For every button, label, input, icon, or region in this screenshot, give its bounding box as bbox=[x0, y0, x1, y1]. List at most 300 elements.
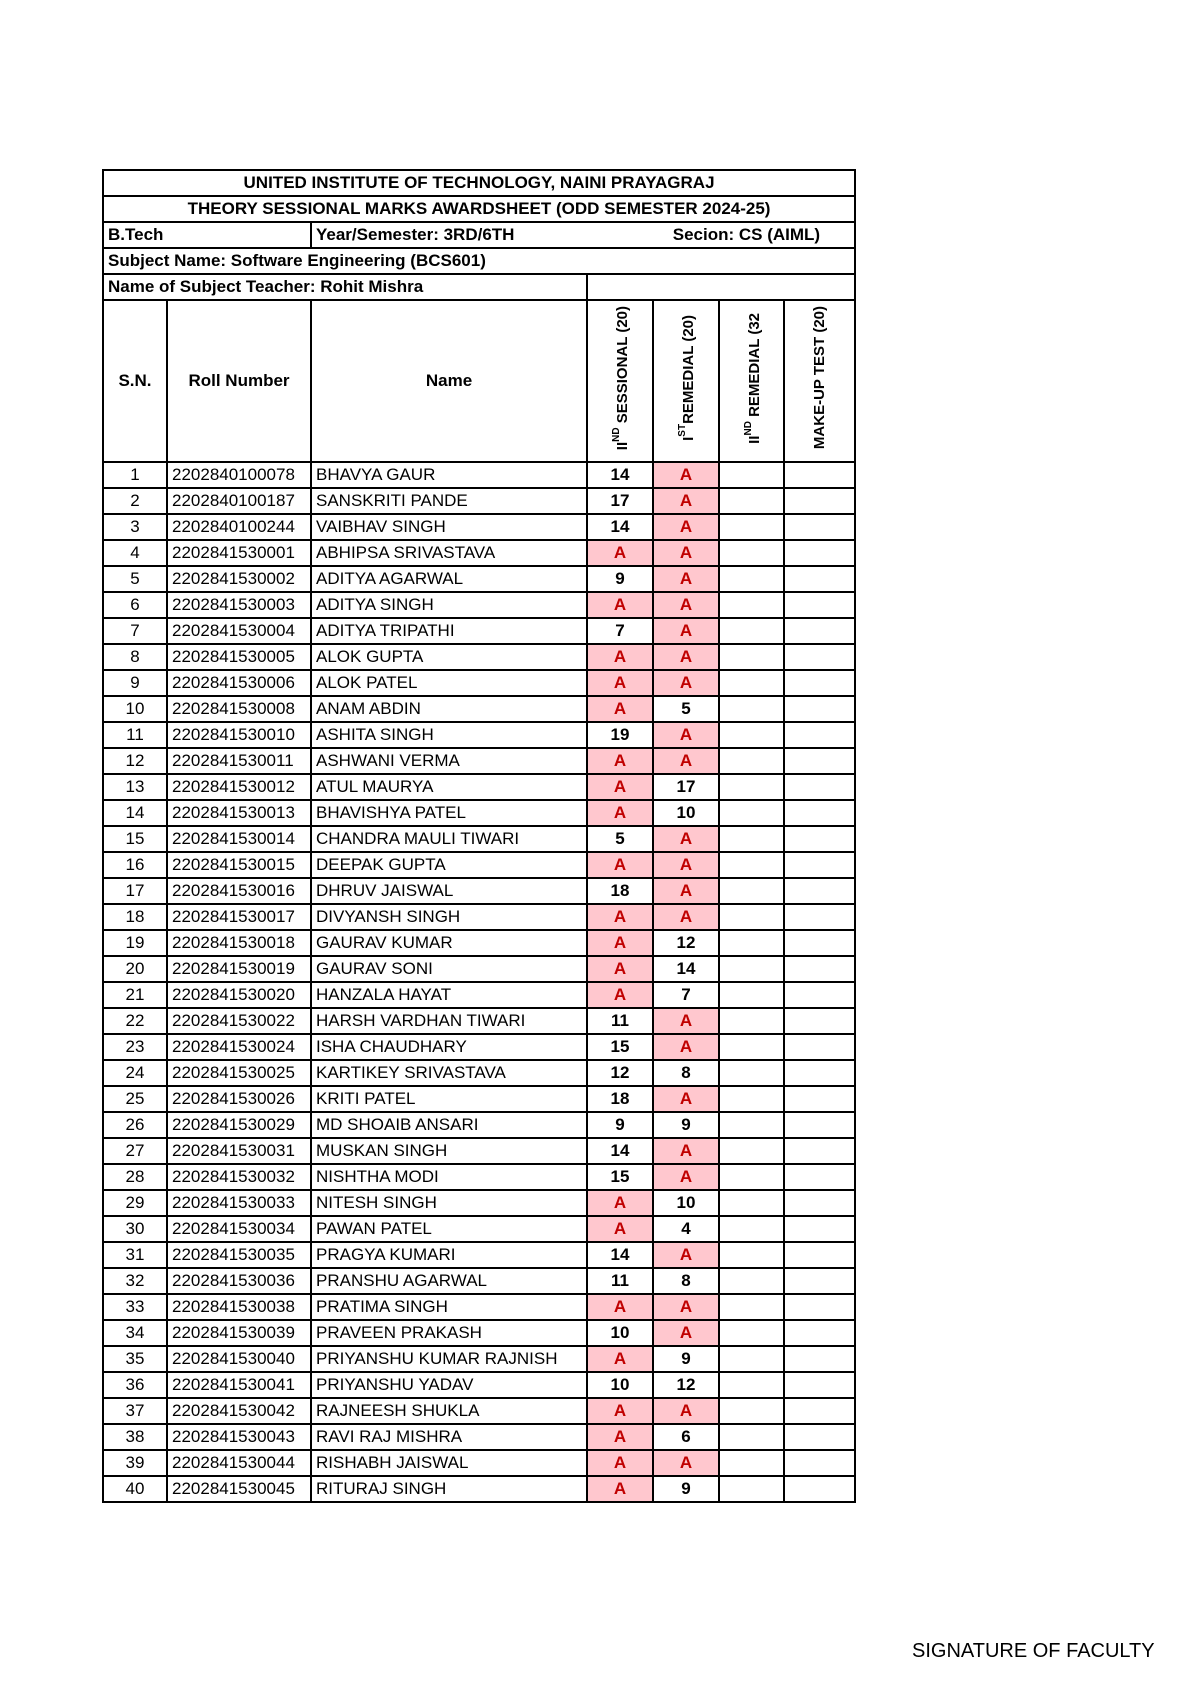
cell-roll-number: 2202841530003 bbox=[167, 592, 311, 618]
cell-sn: 27 bbox=[103, 1138, 167, 1164]
cell-sessional-marks: A bbox=[587, 1450, 653, 1476]
cell-roll-number: 2202840100244 bbox=[167, 514, 311, 540]
cell-sn: 30 bbox=[103, 1216, 167, 1242]
col-remedial1-pre: I bbox=[680, 436, 697, 441]
cell-makeup-marks bbox=[784, 1450, 855, 1476]
cell-remedial2-marks bbox=[719, 696, 784, 722]
table-row bbox=[103, 1450, 855, 1476]
cell-remedial1-marks: 12 bbox=[653, 930, 719, 956]
cell-remedial1-marks: A bbox=[653, 1086, 719, 1112]
cell-sessional-marks: A bbox=[587, 1346, 653, 1372]
cell-makeup-marks bbox=[784, 1476, 855, 1502]
cell-makeup-marks bbox=[784, 1138, 855, 1164]
cell-student-name: ADITYA TRIPATHI bbox=[311, 618, 587, 644]
cell-makeup-marks bbox=[784, 670, 855, 696]
col-sessional-header bbox=[587, 300, 653, 462]
table-row bbox=[103, 1190, 855, 1216]
cell-student-name: BHAVISHYA PATEL bbox=[311, 800, 587, 826]
cell-sessional-marks: 11 bbox=[587, 1008, 653, 1034]
cell-sessional-marks: 14 bbox=[587, 462, 653, 488]
cell-remedial2-marks bbox=[719, 488, 784, 514]
cell-sessional-marks: A bbox=[587, 1216, 653, 1242]
cell-sn: 13 bbox=[103, 774, 167, 800]
table-row bbox=[103, 1034, 855, 1060]
cell-sessional-marks: 18 bbox=[587, 878, 653, 904]
cell-roll-number: 2202841530016 bbox=[167, 878, 311, 904]
cell-makeup-marks bbox=[784, 1320, 855, 1346]
cell-roll-number: 2202841530010 bbox=[167, 722, 311, 748]
cell-sessional-marks: A bbox=[587, 904, 653, 930]
cell-student-name: ANAM ABDIN bbox=[311, 696, 587, 722]
table-row bbox=[103, 1242, 855, 1268]
cell-sessional-marks: A bbox=[587, 1398, 653, 1424]
cell-remedial2-marks bbox=[719, 852, 784, 878]
cell-sessional-marks: A bbox=[587, 852, 653, 878]
cell-roll-number: 2202841530018 bbox=[167, 930, 311, 956]
table-row bbox=[103, 982, 855, 1008]
cell-sn: 40 bbox=[103, 1476, 167, 1502]
cell-sessional-marks: A bbox=[587, 696, 653, 722]
cell-sn: 19 bbox=[103, 930, 167, 956]
subject-row bbox=[103, 248, 855, 274]
col-sessional-sup: ND bbox=[611, 427, 622, 442]
cell-sessional-marks: 12 bbox=[587, 1060, 653, 1086]
table-row bbox=[103, 956, 855, 982]
cell-makeup-marks bbox=[784, 800, 855, 826]
table-row bbox=[103, 1008, 855, 1034]
cell-remedial1-marks: A bbox=[653, 1398, 719, 1424]
cell-sessional-marks: 15 bbox=[587, 1034, 653, 1060]
cell-roll-number: 2202841530008 bbox=[167, 696, 311, 722]
cell-student-name: ABHIPSA SRIVASTAVA bbox=[311, 540, 587, 566]
cell-makeup-marks bbox=[784, 1164, 855, 1190]
table-row bbox=[103, 1268, 855, 1294]
col-remedial1-header bbox=[653, 300, 719, 462]
cell-roll-number: 2202841530042 bbox=[167, 1398, 311, 1424]
cell-remedial2-marks bbox=[719, 1034, 784, 1060]
cell-remedial2-marks bbox=[719, 1372, 784, 1398]
cell-student-name: ASHWANI VERMA bbox=[311, 748, 587, 774]
cell-sessional-marks: A bbox=[587, 956, 653, 982]
cell-sessional-marks: 17 bbox=[587, 488, 653, 514]
table-row bbox=[103, 488, 855, 514]
sheet-title-row bbox=[103, 196, 855, 222]
cell-sessional-marks: 5 bbox=[587, 826, 653, 852]
cell-sn: 37 bbox=[103, 1398, 167, 1424]
cell-student-name: ISHA CHAUDHARY bbox=[311, 1034, 587, 1060]
table-row bbox=[103, 1372, 855, 1398]
cell-sn: 21 bbox=[103, 982, 167, 1008]
table-row bbox=[103, 800, 855, 826]
cell-remedial1-marks: 9 bbox=[653, 1112, 719, 1138]
cell-sessional-marks: 7 bbox=[587, 618, 653, 644]
sheet-title: THEORY SESSIONAL MARKS AWARDSHEET (ODD SEMESTER 2024-25) bbox=[103, 196, 855, 222]
cell-sn: 35 bbox=[103, 1346, 167, 1372]
cell-roll-number: 2202841530032 bbox=[167, 1164, 311, 1190]
cell-remedial2-marks bbox=[719, 930, 784, 956]
table-row bbox=[103, 930, 855, 956]
cell-sn: 15 bbox=[103, 826, 167, 852]
table-row bbox=[103, 1398, 855, 1424]
cell-student-name: ALOK GUPTA bbox=[311, 644, 587, 670]
cell-sn: 8 bbox=[103, 644, 167, 670]
table-row bbox=[103, 774, 855, 800]
table-row bbox=[103, 1138, 855, 1164]
cell-roll-number: 2202841530025 bbox=[167, 1060, 311, 1086]
cell-remedial1-marks: A bbox=[653, 1242, 719, 1268]
cell-sn: 3 bbox=[103, 514, 167, 540]
cell-student-name: HARSH VARDHAN TIWARI bbox=[311, 1008, 587, 1034]
col-remedial2-sup: ND bbox=[742, 420, 754, 436]
col-remedial1-sup: ST bbox=[677, 423, 688, 437]
cell-remedial2-marks bbox=[719, 1060, 784, 1086]
cell-sn: 39 bbox=[103, 1450, 167, 1476]
cell-remedial2-marks bbox=[719, 1476, 784, 1502]
cell-roll-number: 2202841530006 bbox=[167, 670, 311, 696]
cell-remedial2-marks bbox=[719, 514, 784, 540]
cell-makeup-marks bbox=[784, 1242, 855, 1268]
cell-student-name: ALOK PATEL bbox=[311, 670, 587, 696]
cell-student-name: DEEPAK GUPTA bbox=[311, 852, 587, 878]
cell-remedial2-marks bbox=[719, 1346, 784, 1372]
col-name-header: Name bbox=[311, 300, 587, 462]
cell-student-name: DHRUV JAISWAL bbox=[311, 878, 587, 904]
cell-sn: 1 bbox=[103, 462, 167, 488]
table-row bbox=[103, 644, 855, 670]
subject-name: Subject Name: Software Engineering (BCS601) bbox=[103, 248, 855, 274]
cell-remedial2-marks bbox=[719, 1216, 784, 1242]
cell-sessional-marks: 10 bbox=[587, 1372, 653, 1398]
year-semester: Year/Semester: 3RD/6TH bbox=[316, 225, 515, 244]
cell-remedial1-marks: 9 bbox=[653, 1346, 719, 1372]
cell-roll-number: 2202841530012 bbox=[167, 774, 311, 800]
cell-remedial1-marks: 12 bbox=[653, 1372, 719, 1398]
cell-sn: 25 bbox=[103, 1086, 167, 1112]
cell-remedial2-marks bbox=[719, 722, 784, 748]
table-row bbox=[103, 1320, 855, 1346]
table-row bbox=[103, 1424, 855, 1450]
cell-remedial2-marks bbox=[719, 748, 784, 774]
cell-student-name: DIVYANSH SINGH bbox=[311, 904, 587, 930]
cell-sn: 12 bbox=[103, 748, 167, 774]
table-row bbox=[103, 696, 855, 722]
cell-remedial2-marks bbox=[719, 1190, 784, 1216]
cell-remedial2-marks bbox=[719, 644, 784, 670]
cell-makeup-marks bbox=[784, 1424, 855, 1450]
cell-roll-number: 2202841530013 bbox=[167, 800, 311, 826]
cell-makeup-marks bbox=[784, 1008, 855, 1034]
cell-sessional-marks: 18 bbox=[587, 1086, 653, 1112]
cell-remedial2-marks bbox=[719, 1320, 784, 1346]
cell-sn: 22 bbox=[103, 1008, 167, 1034]
teacher-name: Name of Subject Teacher: Rohit Mishra bbox=[103, 274, 587, 300]
cell-student-name: RAVI RAJ MISHRA bbox=[311, 1424, 587, 1450]
cell-sessional-marks: 15 bbox=[587, 1164, 653, 1190]
institute-row bbox=[103, 170, 855, 196]
cell-makeup-marks bbox=[784, 826, 855, 852]
cell-student-name: CHANDRA MAULI TIWARI bbox=[311, 826, 587, 852]
col-remedial2-header bbox=[719, 300, 784, 462]
cell-makeup-marks bbox=[784, 644, 855, 670]
table-row bbox=[103, 1294, 855, 1320]
cell-roll-number: 2202841530022 bbox=[167, 1008, 311, 1034]
cell-remedial2-marks bbox=[719, 826, 784, 852]
cell-remedial1-marks: 7 bbox=[653, 982, 719, 1008]
cell-makeup-marks bbox=[784, 462, 855, 488]
cell-sessional-marks: A bbox=[587, 670, 653, 696]
table-row bbox=[103, 722, 855, 748]
cell-student-name: PRATIMA SINGH bbox=[311, 1294, 587, 1320]
cell-remedial2-marks bbox=[719, 1450, 784, 1476]
cell-makeup-marks bbox=[784, 1294, 855, 1320]
cell-roll-number: 2202841530043 bbox=[167, 1424, 311, 1450]
table-row bbox=[103, 1060, 855, 1086]
cell-makeup-marks bbox=[784, 1034, 855, 1060]
table-row bbox=[103, 878, 855, 904]
cell-student-name: GAURAV SONI bbox=[311, 956, 587, 982]
year-section-cell bbox=[311, 222, 855, 248]
cell-remedial1-marks: A bbox=[653, 878, 719, 904]
cell-sessional-marks: A bbox=[587, 774, 653, 800]
cell-sn: 17 bbox=[103, 878, 167, 904]
cell-makeup-marks bbox=[784, 1112, 855, 1138]
cell-remedial1-marks: A bbox=[653, 670, 719, 696]
cell-sn: 34 bbox=[103, 1320, 167, 1346]
cell-roll-number: 2202841530002 bbox=[167, 566, 311, 592]
cell-sessional-marks: 14 bbox=[587, 1242, 653, 1268]
table-row bbox=[103, 852, 855, 878]
table-row bbox=[103, 1476, 855, 1502]
cell-student-name: PRAGYA KUMARI bbox=[311, 1242, 587, 1268]
cell-sessional-marks: 9 bbox=[587, 1112, 653, 1138]
cell-student-name: SANSKRITI PANDE bbox=[311, 488, 587, 514]
cell-student-name: PRANSHU AGARWAL bbox=[311, 1268, 587, 1294]
cell-sn: 23 bbox=[103, 1034, 167, 1060]
cell-sessional-marks: A bbox=[587, 748, 653, 774]
cell-makeup-marks bbox=[784, 696, 855, 722]
cell-makeup-marks bbox=[784, 852, 855, 878]
cell-remedial1-marks: A bbox=[653, 566, 719, 592]
col-remedial2-post: REMEDIAL (32 bbox=[745, 312, 763, 421]
cell-sessional-marks: A bbox=[587, 540, 653, 566]
cell-makeup-marks bbox=[784, 1372, 855, 1398]
cell-makeup-marks bbox=[784, 956, 855, 982]
cell-remedial1-marks: A bbox=[653, 592, 719, 618]
col-makeup-header bbox=[784, 300, 855, 462]
cell-roll-number: 2202840100187 bbox=[167, 488, 311, 514]
cell-roll-number: 2202841530029 bbox=[167, 1112, 311, 1138]
cell-makeup-marks bbox=[784, 488, 855, 514]
cell-remedial1-marks: A bbox=[653, 826, 719, 852]
cell-remedial1-marks: A bbox=[653, 722, 719, 748]
cell-sn: 36 bbox=[103, 1372, 167, 1398]
cell-roll-number: 2202841530033 bbox=[167, 1190, 311, 1216]
table-row bbox=[103, 1086, 855, 1112]
column-header-row bbox=[103, 300, 855, 462]
cell-remedial1-marks: 9 bbox=[653, 1476, 719, 1502]
table-row bbox=[103, 514, 855, 540]
cell-student-name: RITURAJ SINGH bbox=[311, 1476, 587, 1502]
cell-sessional-marks: A bbox=[587, 1190, 653, 1216]
cell-makeup-marks bbox=[784, 1060, 855, 1086]
cell-roll-number: 2202841530015 bbox=[167, 852, 311, 878]
cell-student-name: PRIYANSHU KUMAR RAJNISH bbox=[311, 1346, 587, 1372]
cell-remedial1-marks: A bbox=[653, 1164, 719, 1190]
cell-remedial2-marks bbox=[719, 618, 784, 644]
col-sn-header: S.N. bbox=[103, 300, 167, 462]
col-remedial2-pre: II bbox=[745, 435, 763, 444]
cell-sessional-marks: 9 bbox=[587, 566, 653, 592]
cell-roll-number: 2202841530040 bbox=[167, 1346, 311, 1372]
marks-table bbox=[102, 169, 856, 1503]
cell-roll-number: 2202841530044 bbox=[167, 1450, 311, 1476]
cell-sn: 14 bbox=[103, 800, 167, 826]
cell-sn: 26 bbox=[103, 1112, 167, 1138]
cell-remedial2-marks bbox=[719, 592, 784, 618]
cell-remedial2-marks bbox=[719, 878, 784, 904]
table-row bbox=[103, 1346, 855, 1372]
cell-student-name: GAURAV KUMAR bbox=[311, 930, 587, 956]
cell-sn: 31 bbox=[103, 1242, 167, 1268]
cell-sessional-marks: A bbox=[587, 644, 653, 670]
institute-title: UNITED INSTITUTE OF TECHNOLOGY, NAINI PRAYAGRAJ bbox=[103, 170, 855, 196]
cell-student-name: ATUL MAURYA bbox=[311, 774, 587, 800]
program-label: B.Tech bbox=[103, 222, 311, 248]
cell-makeup-marks bbox=[784, 1216, 855, 1242]
cell-remedial1-marks: 4 bbox=[653, 1216, 719, 1242]
cell-sessional-marks: 14 bbox=[587, 514, 653, 540]
cell-remedial1-marks: 10 bbox=[653, 800, 719, 826]
cell-remedial2-marks bbox=[719, 1112, 784, 1138]
cell-roll-number: 2202840100078 bbox=[167, 462, 311, 488]
cell-student-name: PRIYANSHU YADAV bbox=[311, 1372, 587, 1398]
cell-remedial2-marks bbox=[719, 1268, 784, 1294]
table-row bbox=[103, 592, 855, 618]
cell-remedial1-marks: A bbox=[653, 1034, 719, 1060]
cell-remedial2-marks bbox=[719, 1294, 784, 1320]
cell-remedial2-marks bbox=[719, 1242, 784, 1268]
cell-makeup-marks bbox=[784, 1086, 855, 1112]
cell-sessional-marks: 10 bbox=[587, 1320, 653, 1346]
cell-student-name: NISHTHA MODI bbox=[311, 1164, 587, 1190]
cell-remedial1-marks: A bbox=[653, 540, 719, 566]
cell-roll-number: 2202841530031 bbox=[167, 1138, 311, 1164]
cell-roll-number: 2202841530026 bbox=[167, 1086, 311, 1112]
cell-remedial1-marks: 6 bbox=[653, 1424, 719, 1450]
cell-remedial1-marks: A bbox=[653, 1294, 719, 1320]
cell-roll-number: 2202841530014 bbox=[167, 826, 311, 852]
cell-sn: 7 bbox=[103, 618, 167, 644]
table-row bbox=[103, 1164, 855, 1190]
cell-remedial2-marks bbox=[719, 670, 784, 696]
cell-remedial1-marks: A bbox=[653, 618, 719, 644]
cell-remedial1-marks: 14 bbox=[653, 956, 719, 982]
cell-student-name: KRITI PATEL bbox=[311, 1086, 587, 1112]
cell-remedial1-marks: A bbox=[653, 488, 719, 514]
cell-roll-number: 2202841530024 bbox=[167, 1034, 311, 1060]
cell-sn: 24 bbox=[103, 1060, 167, 1086]
cell-remedial1-marks: A bbox=[653, 462, 719, 488]
cell-roll-number: 2202841530035 bbox=[167, 1242, 311, 1268]
cell-student-name: RAJNEESH SHUKLA bbox=[311, 1398, 587, 1424]
cell-roll-number: 2202841530034 bbox=[167, 1216, 311, 1242]
cell-sn: 33 bbox=[103, 1294, 167, 1320]
table-row bbox=[103, 618, 855, 644]
cell-sn: 4 bbox=[103, 540, 167, 566]
cell-sn: 38 bbox=[103, 1424, 167, 1450]
cell-sessional-marks: 19 bbox=[587, 722, 653, 748]
cell-roll-number: 2202841530036 bbox=[167, 1268, 311, 1294]
cell-student-name: ADITYA SINGH bbox=[311, 592, 587, 618]
cell-makeup-marks bbox=[784, 748, 855, 774]
teacher-row bbox=[103, 274, 855, 300]
cell-remedial1-marks: 17 bbox=[653, 774, 719, 800]
cell-sessional-marks: A bbox=[587, 592, 653, 618]
cell-makeup-marks bbox=[784, 1346, 855, 1372]
table-row bbox=[103, 540, 855, 566]
cell-remedial1-marks: A bbox=[653, 514, 719, 540]
cell-student-name: MUSKAN SINGH bbox=[311, 1138, 587, 1164]
table-row bbox=[103, 826, 855, 852]
cell-student-name: HANZALA HAYAT bbox=[311, 982, 587, 1008]
cell-sn: 6 bbox=[103, 592, 167, 618]
cell-sn: 10 bbox=[103, 696, 167, 722]
cell-remedial1-marks: A bbox=[653, 1008, 719, 1034]
cell-remedial1-marks: 8 bbox=[653, 1268, 719, 1294]
cell-makeup-marks bbox=[784, 930, 855, 956]
cell-sn: 32 bbox=[103, 1268, 167, 1294]
cell-student-name: RISHABH JAISWAL bbox=[311, 1450, 587, 1476]
cell-remedial2-marks bbox=[719, 1008, 784, 1034]
cell-makeup-marks bbox=[784, 618, 855, 644]
cell-remedial2-marks bbox=[719, 1424, 784, 1450]
col-makeup-label: MAKE-UP TEST (20) bbox=[810, 306, 828, 450]
cell-remedial1-marks: 5 bbox=[653, 696, 719, 722]
cell-remedial2-marks bbox=[719, 1164, 784, 1190]
table-row bbox=[103, 670, 855, 696]
cell-makeup-marks bbox=[784, 514, 855, 540]
cell-remedial2-marks bbox=[719, 540, 784, 566]
cell-sessional-marks: A bbox=[587, 930, 653, 956]
cell-roll-number: 2202841530019 bbox=[167, 956, 311, 982]
cell-roll-number: 2202841530017 bbox=[167, 904, 311, 930]
cell-makeup-marks bbox=[784, 904, 855, 930]
cell-sessional-marks: A bbox=[587, 1294, 653, 1320]
cell-sn: 16 bbox=[103, 852, 167, 878]
cell-makeup-marks bbox=[784, 1268, 855, 1294]
cell-roll-number: 2202841530020 bbox=[167, 982, 311, 1008]
cell-student-name: ASHITA SINGH bbox=[311, 722, 587, 748]
cell-makeup-marks bbox=[784, 592, 855, 618]
table-row bbox=[103, 566, 855, 592]
cell-roll-number: 2202841530011 bbox=[167, 748, 311, 774]
cell-sn: 5 bbox=[103, 566, 167, 592]
cell-remedial2-marks bbox=[719, 904, 784, 930]
cell-roll-number: 2202841530041 bbox=[167, 1372, 311, 1398]
teacher-row-blank bbox=[587, 274, 855, 300]
cell-remedial2-marks bbox=[719, 956, 784, 982]
cell-makeup-marks bbox=[784, 774, 855, 800]
cell-remedial2-marks bbox=[719, 1138, 784, 1164]
cell-sessional-marks: 11 bbox=[587, 1268, 653, 1294]
cell-sn: 9 bbox=[103, 670, 167, 696]
table-row bbox=[103, 748, 855, 774]
table-row bbox=[103, 1112, 855, 1138]
cell-makeup-marks bbox=[784, 982, 855, 1008]
cell-makeup-marks bbox=[784, 1190, 855, 1216]
col-roll-header: Roll Number bbox=[167, 300, 311, 462]
cell-remedial2-marks bbox=[719, 566, 784, 592]
